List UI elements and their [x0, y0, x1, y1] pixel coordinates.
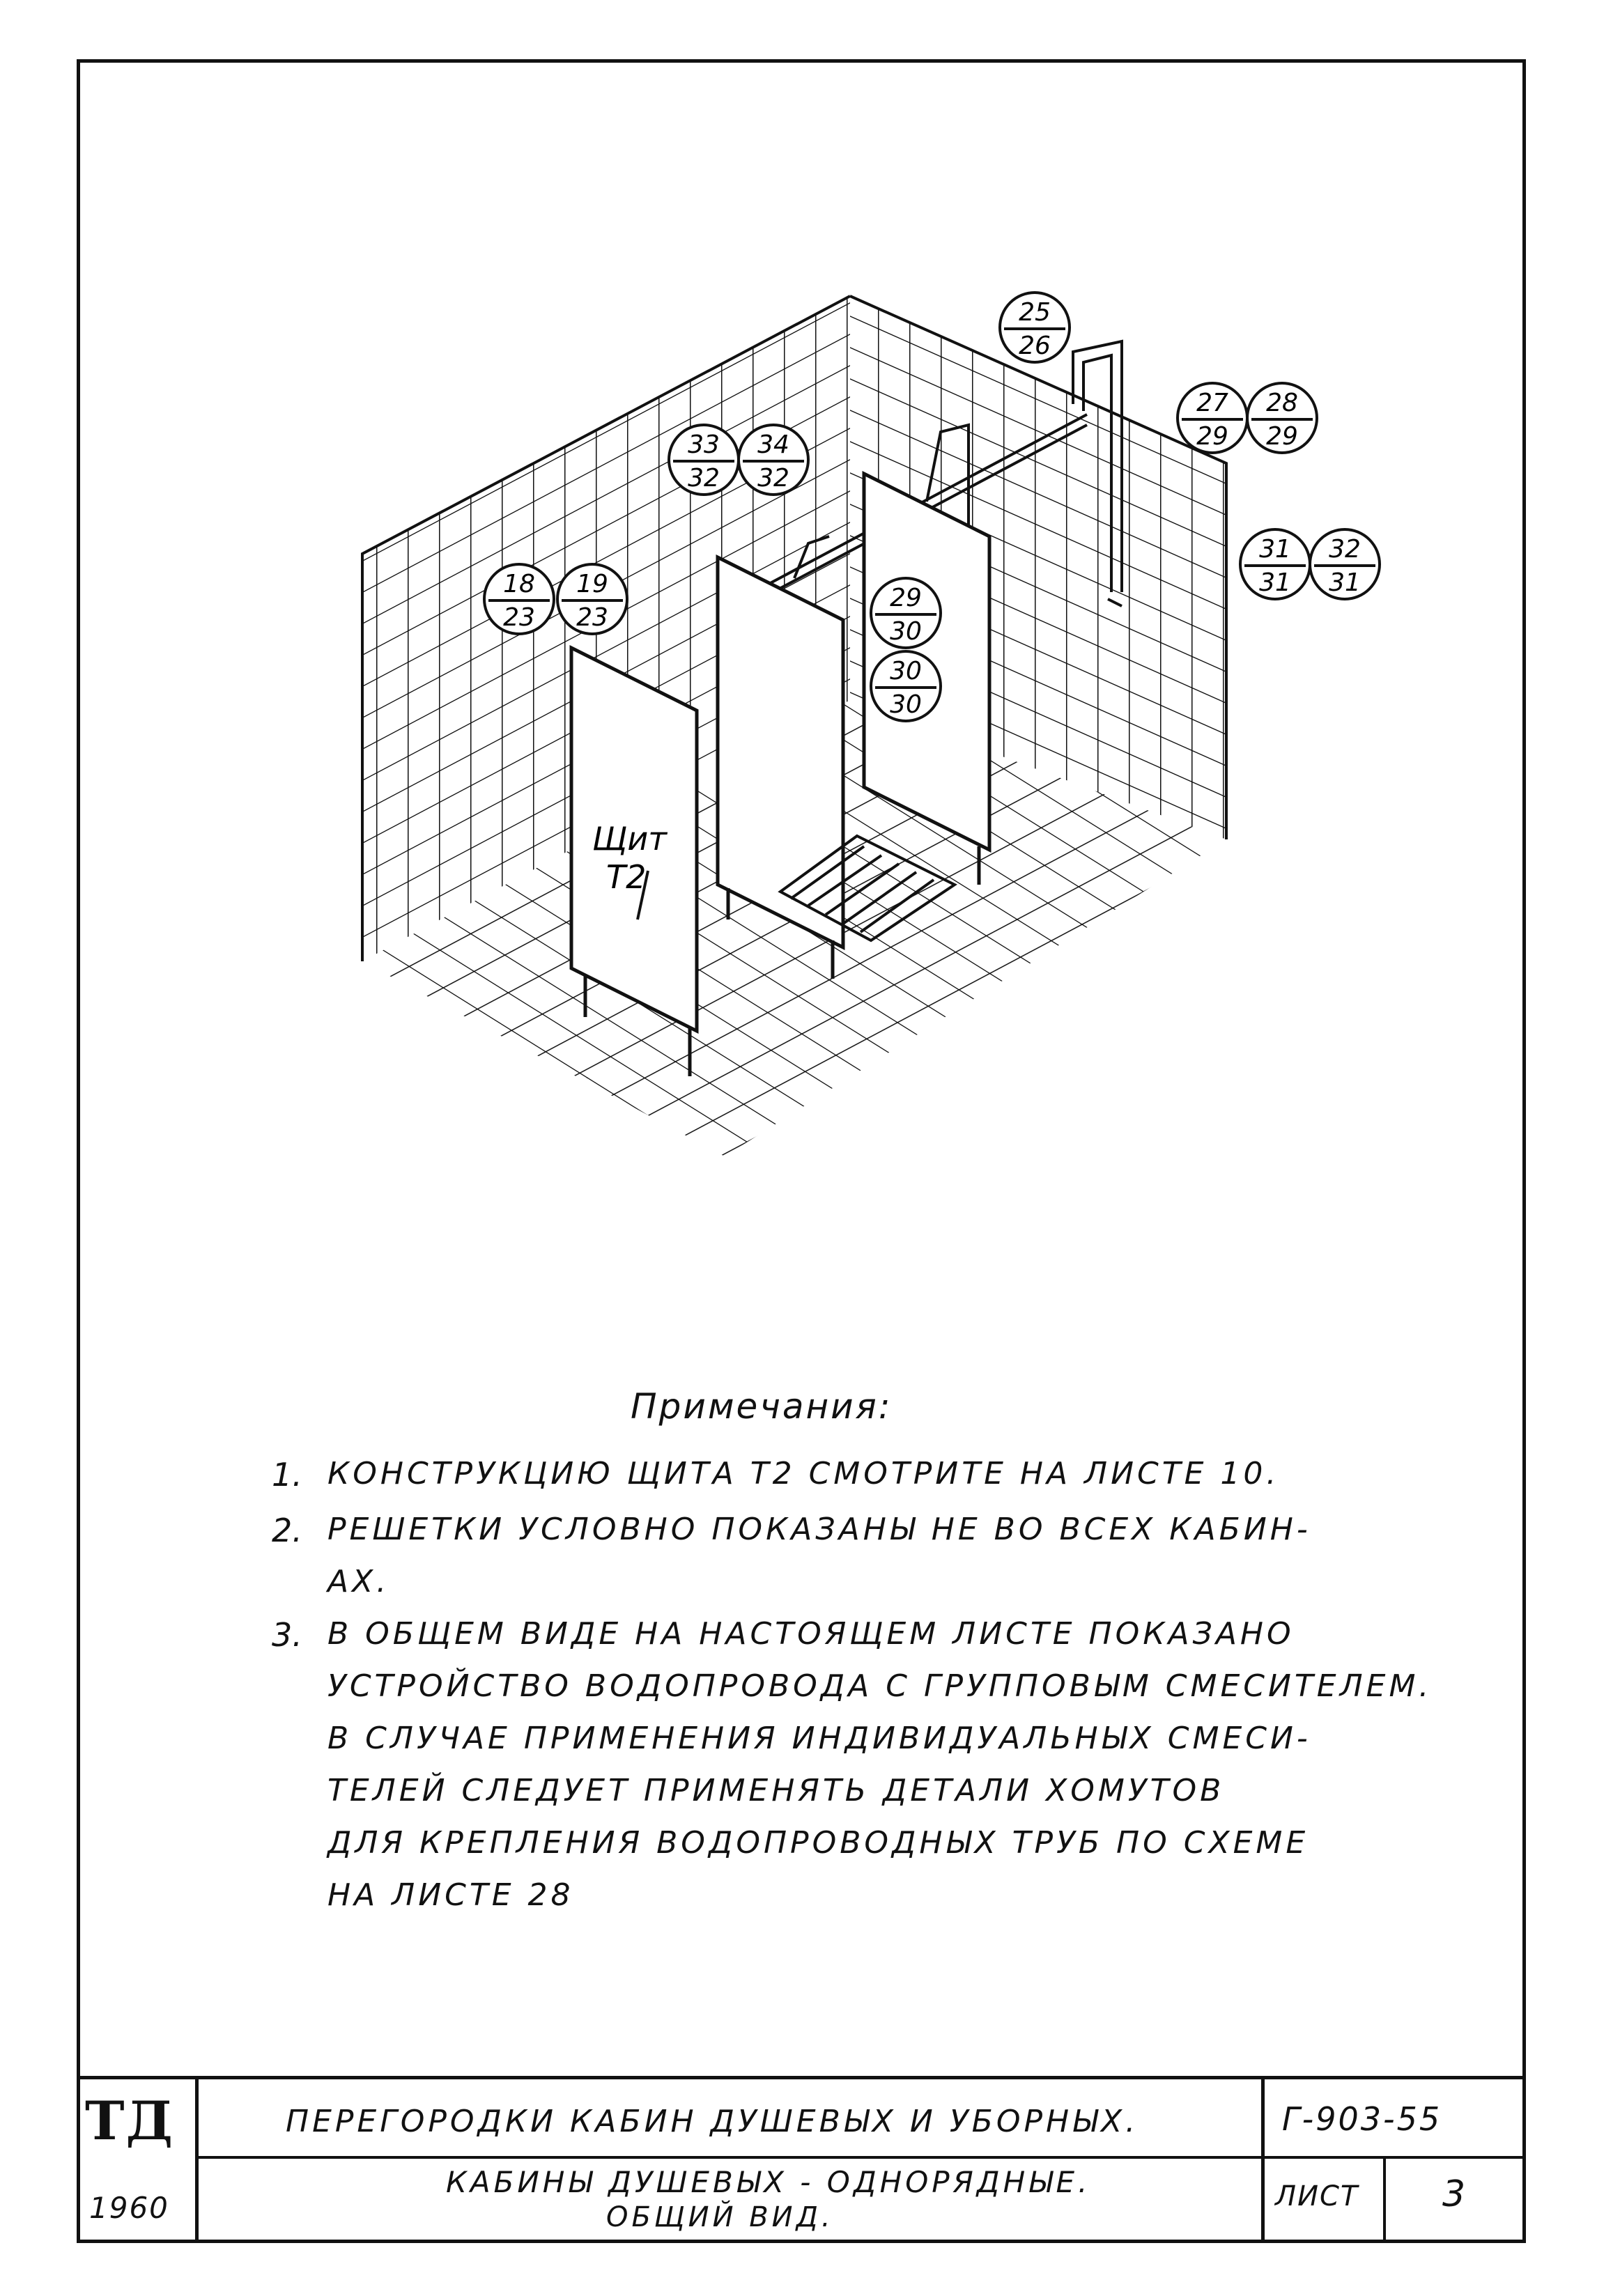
callout-bottom-number: 26: [1019, 332, 1051, 360]
callout-top-number: 31: [1259, 535, 1291, 564]
notes-title: Примечания:: [631, 1386, 893, 1427]
note-line: ТЕЛЕЙ СЛЕДУЕТ ПРИМЕНЯТЬ ДЕТАЛИ ХОМУТОВ: [327, 1773, 1225, 1808]
callout-bottom-number: 23: [503, 603, 535, 632]
callout-bubble: [1247, 383, 1317, 453]
note-line: УСТРОЙСТВО ВОДОПРОВОДА С ГРУППОВЫМ СМЕСИТЕЛЕМ.: [327, 1668, 1433, 1704]
note-number: 1.: [272, 1456, 302, 1494]
callout-top-number: 25: [1019, 298, 1051, 327]
callout-bottom-number: 31: [1259, 568, 1291, 597]
sheet-label: ЛИСТ: [1275, 2180, 1359, 2212]
note-line: НА ЛИСТЕ 28: [327, 1877, 574, 1913]
callout-bottom-number: 30: [890, 690, 922, 719]
callout-bottom-number: 30: [890, 617, 922, 646]
drawing-subtitle-2: ОБЩИЙ ВИД.: [606, 2201, 834, 2233]
callout-top-number: 30: [890, 657, 922, 685]
callout-bottom-number: 29: [1266, 422, 1298, 451]
note-line: РЕШЕТКИ УСЛОВНО ПОКАЗАНЫ НЕ ВО ВСЕХ КАБИН-: [327, 1512, 1311, 1547]
note-number: 3.: [272, 1616, 302, 1654]
callout-bubble: [1310, 529, 1380, 599]
callout-bubble: [557, 564, 627, 634]
callout-bottom-number: 31: [1329, 568, 1361, 597]
note-number: 2.: [272, 1512, 302, 1549]
document-code: Г-903-55: [1282, 2100, 1442, 2138]
note-line: В ОБЩЕМ ВИДЕ НА НАСТОЯЩЕМ ЛИСТЕ ПОКАЗАНО: [327, 1616, 1295, 1652]
note-line: В СЛУЧАЕ ПРИМЕНЕНИЯ ИНДИВИДУАЛЬНЫХ СМЕСИ-: [327, 1721, 1311, 1756]
drawing-title: ПЕРЕГОРОДКИ КАБИН ДУШЕВЫХ И УБОРНЫХ.: [286, 2104, 1139, 2139]
note-line: ДЛЯ КРЕПЛЕНИЯ ВОДОПРОВОДНЫХ ТРУБ ПО СХЕМЕ: [327, 1825, 1309, 1861]
shield-code-label: Т2: [606, 858, 647, 896]
callout-bubble: [484, 564, 554, 634]
callout-bottom-number: 23: [576, 603, 608, 632]
callout-bubble: [1178, 383, 1247, 453]
callout-top-number: 32: [1329, 535, 1361, 564]
note-line: КОНСТРУКЦИЮ ЩИТА Т2 СМОТРИТЕ НА ЛИСТЕ 10.: [327, 1456, 1280, 1491]
callout-bottom-number: 32: [757, 464, 789, 492]
note-line: АХ.: [327, 1564, 390, 1599]
callout-bubble: [1000, 293, 1070, 362]
callout-bottom-number: 29: [1196, 422, 1228, 451]
callout-bubble: [871, 651, 941, 721]
sheet-number: 3: [1442, 2173, 1469, 2215]
callout-top-number: 28: [1266, 389, 1298, 417]
callout-bubble: [1240, 529, 1310, 599]
drawing-subtitle-1: КАБИНЫ ДУШЕВЫХ - ОДНОРЯДНЫЕ.: [446, 2165, 1091, 2199]
callout-top-number: 27: [1196, 389, 1228, 417]
callout-bubble: [871, 578, 941, 648]
callout-top-number: 29: [890, 584, 922, 612]
callout-top-number: 34: [757, 430, 789, 459]
title-block: [77, 2076, 1526, 2243]
org-label: ТД: [85, 2090, 175, 2152]
callout-bubble: [739, 425, 808, 495]
callout-top-number: 18: [503, 570, 535, 598]
callout-top-number: 33: [688, 430, 720, 459]
year-label: 1960: [89, 2191, 169, 2225]
callout-bottom-number: 32: [688, 464, 720, 492]
callout-top-number: 19: [576, 570, 608, 598]
callout-bubble: [669, 425, 739, 495]
shield-label: Щит: [592, 820, 668, 858]
